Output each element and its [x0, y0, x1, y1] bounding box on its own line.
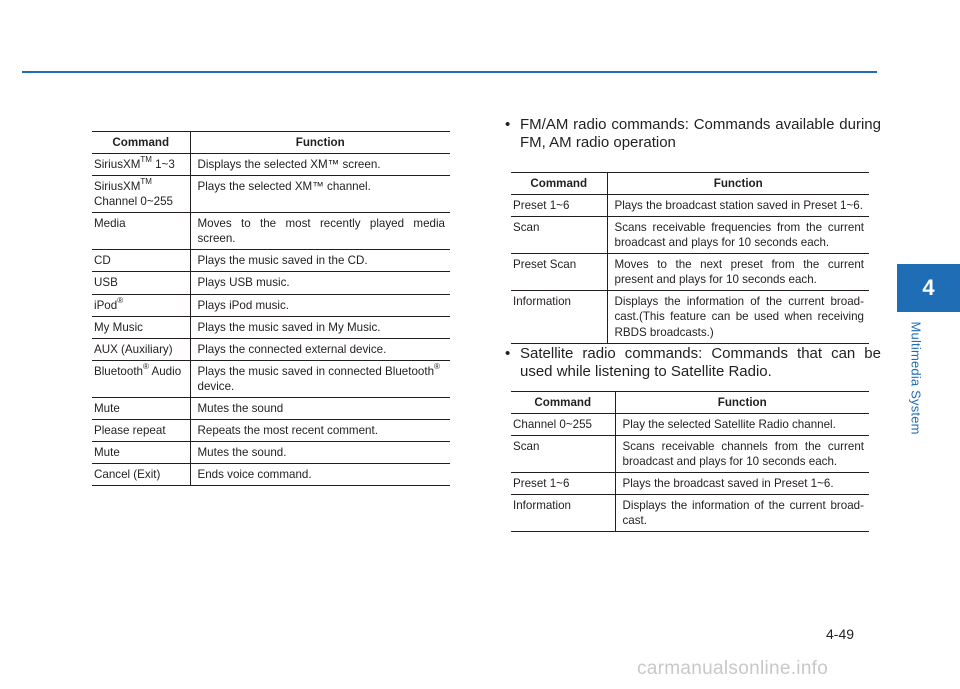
table-row	[511, 195, 869, 217]
function-cell: Scans receivable channels from the current broadcast and plays for 10 seconds each.	[615, 436, 869, 473]
command-cell: Preset 1~6	[511, 195, 607, 217]
table-row	[92, 294, 450, 316]
watermark: carmanualsonline.info	[637, 658, 829, 679]
command-line2: Channel 0~255	[94, 195, 173, 209]
command-cell: Information	[511, 291, 607, 343]
command-cell	[92, 154, 190, 176]
command-cell: Cancel (Exit)	[92, 464, 190, 486]
table-row	[511, 495, 869, 532]
bullet-dot-icon: •	[505, 116, 511, 133]
function-cell: Scans receivable frequencies from the current broadcast and plays for 10 seconds each.	[607, 217, 869, 254]
command-suffix: Audio	[148, 364, 182, 378]
table-row	[511, 436, 869, 473]
function-cell: Displays the information of the current broad-cast.	[615, 495, 869, 532]
page-number: 4-49	[826, 626, 855, 642]
bullet-text: Satellite radio commands: Commands that can be used while listening to Satellite Radio.	[520, 345, 881, 380]
function-cell: Moves to the most recently played media screen.	[190, 213, 450, 250]
command-cell: Information	[511, 495, 615, 532]
trademark-mark: TM	[140, 155, 152, 165]
function-cell: Plays the connected external device.	[190, 338, 450, 360]
function-cell: Plays the music saved in My Music.	[190, 316, 450, 338]
command-cell: Preset 1~6	[511, 473, 615, 495]
function-cell: Plays USB music.	[190, 272, 450, 294]
function-cell: Moves to the next preset from the current present and plays for 10 seconds each.	[607, 254, 869, 291]
function-cell: Plays the selected XM™ channel.	[190, 176, 450, 213]
command-cell: Mute	[92, 397, 190, 419]
command-cell: Mute	[92, 441, 190, 463]
table-header-row	[511, 173, 869, 195]
satellite-command-table	[511, 391, 869, 532]
column-header-command: Command	[92, 132, 190, 154]
table-row	[92, 272, 450, 294]
function-cell: Displays the selected XM™ screen.	[190, 154, 450, 176]
table-row	[92, 154, 450, 176]
function-cell: Mutes the sound	[190, 397, 450, 419]
fm-am-command-table	[511, 172, 869, 344]
chapter-title: Multimedia System	[908, 321, 924, 435]
command-cell: Scan	[511, 217, 607, 254]
command-text: Bluetooth	[94, 364, 143, 378]
registered-mark: ®	[434, 361, 440, 371]
command-cell: Scan	[511, 436, 615, 473]
command-text: SiriusXM	[94, 180, 141, 194]
registered-mark: ®	[143, 361, 149, 371]
command-cell	[92, 176, 190, 213]
function-cell: Ends voice command.	[190, 464, 450, 486]
table-row	[511, 291, 869, 343]
command-cell: USB	[92, 272, 190, 294]
command-cell: AUX (Auxiliary)	[92, 338, 190, 360]
table-row	[511, 254, 869, 291]
table-row	[92, 176, 450, 213]
command-cell: Preset Scan	[511, 254, 607, 291]
function-line2: device.	[197, 379, 235, 393]
registered-mark: ®	[117, 295, 124, 305]
bullet-text: FM/AM radio commands: Commands available during FM, AM radio operation	[520, 116, 881, 151]
command-cell: My Music	[92, 316, 190, 338]
column-header-function: Function	[607, 173, 869, 195]
table-row	[92, 360, 450, 397]
function-text: Plays the music saved in connected Bluetooth	[197, 364, 435, 378]
table-row	[92, 397, 450, 419]
bullet-dot-icon: •	[505, 345, 511, 362]
table-row	[92, 338, 450, 360]
table-row	[92, 441, 450, 463]
function-cell: Plays the broadcast saved in Preset 1~6.	[615, 473, 869, 495]
command-suffix: 1~3	[151, 158, 175, 172]
function-cell: Plays the broadcast station saved in Preset 1~6.	[607, 195, 869, 217]
trademark-mark: TM	[140, 177, 152, 187]
command-cell: Media	[92, 213, 190, 250]
command-text: iPod	[94, 298, 118, 312]
function-cell: Repeats the most recent comment.	[190, 419, 450, 441]
table-header-row	[511, 392, 869, 414]
table-row	[511, 217, 869, 254]
command-text: SiriusXM	[94, 158, 141, 172]
table-row	[511, 414, 869, 436]
function-cell: Displays the information of the current broad-cast.(This feature can be used when receiving RBDS broadcasts.)	[607, 291, 869, 343]
function-cell: Plays the music saved in the CD.	[190, 250, 450, 272]
command-cell: Channel 0~255	[511, 414, 615, 436]
voice-command-table	[92, 131, 450, 486]
chapter-number-tab: 4	[897, 264, 960, 312]
table-row	[92, 464, 450, 486]
satellite-bullet	[505, 345, 881, 381]
function-cell: Mutes the sound.	[190, 441, 450, 463]
column-header-command: Command	[511, 173, 607, 195]
table-row	[511, 473, 869, 495]
fm-am-bullet	[505, 116, 881, 152]
function-cell	[190, 360, 450, 397]
table-row	[92, 316, 450, 338]
table-header-row	[92, 132, 450, 154]
function-cell: Play the selected Satellite Radio channel.	[615, 414, 869, 436]
command-cell	[92, 294, 190, 316]
header-rule	[22, 71, 877, 73]
function-cell: Plays iPod music.	[190, 294, 450, 316]
table-row	[92, 419, 450, 441]
column-header-function: Function	[615, 392, 869, 414]
column-header-command: Command	[511, 392, 615, 414]
command-cell	[92, 360, 190, 397]
command-cell: CD	[92, 250, 190, 272]
table-row	[92, 213, 450, 250]
column-header-function: Function	[190, 132, 450, 154]
command-cell: Please repeat	[92, 419, 190, 441]
table-row	[92, 250, 450, 272]
